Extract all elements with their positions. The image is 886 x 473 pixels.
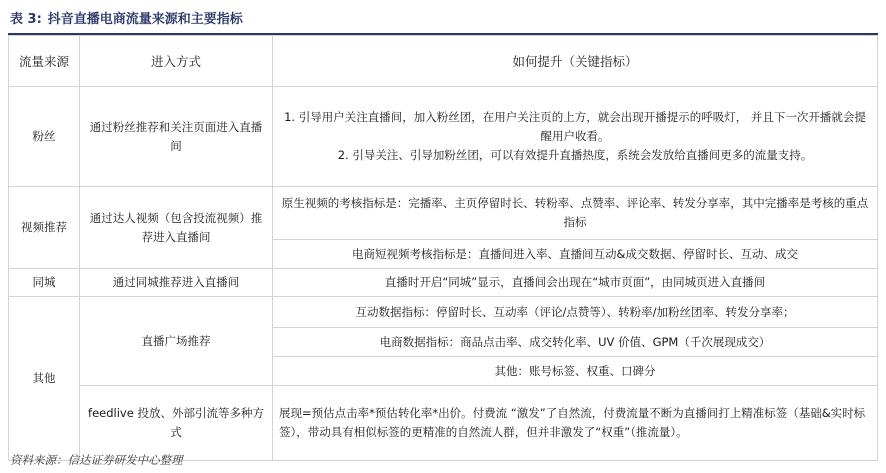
header-method: 进入方式 (80, 36, 273, 87)
header-source: 流量来源 (9, 36, 80, 87)
table-row (9, 87, 878, 187)
method-local: 通过同城推荐进入直播间 (80, 269, 273, 297)
tip-video-original: 原生视频的考核指标是：完播率、主页停留时长、转粉率、点赞率、评论率、转发分享率，其中完播率是考核的重点指标 (273, 187, 878, 240)
tip-square-other: 其他：账号标签、权重、口碑分 (273, 357, 878, 386)
table-row (9, 297, 878, 328)
header-row (9, 36, 878, 87)
table-row (9, 269, 878, 297)
tip-fans-1: 1. 引导用户关注直播间，加入粉丝团，在用户关注页的上方，就会出现开播提示的呼吸灯， 并且下一次开播就会提醒用户收看。 (284, 110, 866, 143)
table-number: 表 3: (10, 12, 42, 27)
tips-fans (273, 87, 878, 187)
method-fans: 通过粉丝推荐和关注页面进入直播间 (80, 87, 273, 187)
table-title: 抖音直播电商流量来源和主要指标 (47, 12, 243, 27)
source-other: 其他 (9, 297, 80, 461)
tip-video-ecom: 电商短视频考核指标是：直播间进入率、直播间互动&成交数据、停留时长、互动、成交 (273, 240, 878, 269)
method-feed: feedlive 投放、外部引流等多种方式 (80, 386, 273, 461)
method-video: 通过达人视频（包含投流视频）推荐进入直播间 (80, 187, 273, 269)
tip-feed: 展现=预估点击率*预估转化率*出价。付费流 “激发”了自然流，付费流量不断为直播间打上精准标签（基础&实时标签），带动具有相似标签的更精准的自然流人群，但并非激发了“权重”（推流量）。 (273, 386, 878, 461)
source-video: 视频推荐 (9, 187, 80, 269)
tip-local: 直播时开启“同城”显示，直播间会出现在“城市页面”，由同城页进入直播间 (273, 269, 878, 297)
tip-fans-2: 2. 引导关注、引导加粉丝团，可以有效提升直播热度，系统会发放给直播间更多的流量支持。 (337, 148, 813, 162)
tip-square-interaction: 互动数据指标：停留时长、互动率（评论/点赞等）、转粉率/加粉丝团率、转发分享率； (273, 297, 878, 328)
table-row (9, 187, 878, 240)
source-note: 资料来源：信达证券研发中心整理 (10, 453, 183, 467)
method-square: 直播广场推荐 (80, 297, 273, 386)
table-row (9, 386, 878, 461)
source-fans: 粉丝 (9, 87, 80, 187)
header-tips: 如何提升（关键指标） (273, 36, 878, 87)
traffic-source-table (8, 35, 878, 461)
tip-square-ecom: 电商数据指标：商品点击率、成交转化率、UV 价值、GPM（千次展现成交） (273, 328, 878, 357)
source-local: 同城 (9, 269, 80, 297)
traffic-source-table-wrap (8, 35, 878, 461)
table-caption (10, 8, 243, 30)
